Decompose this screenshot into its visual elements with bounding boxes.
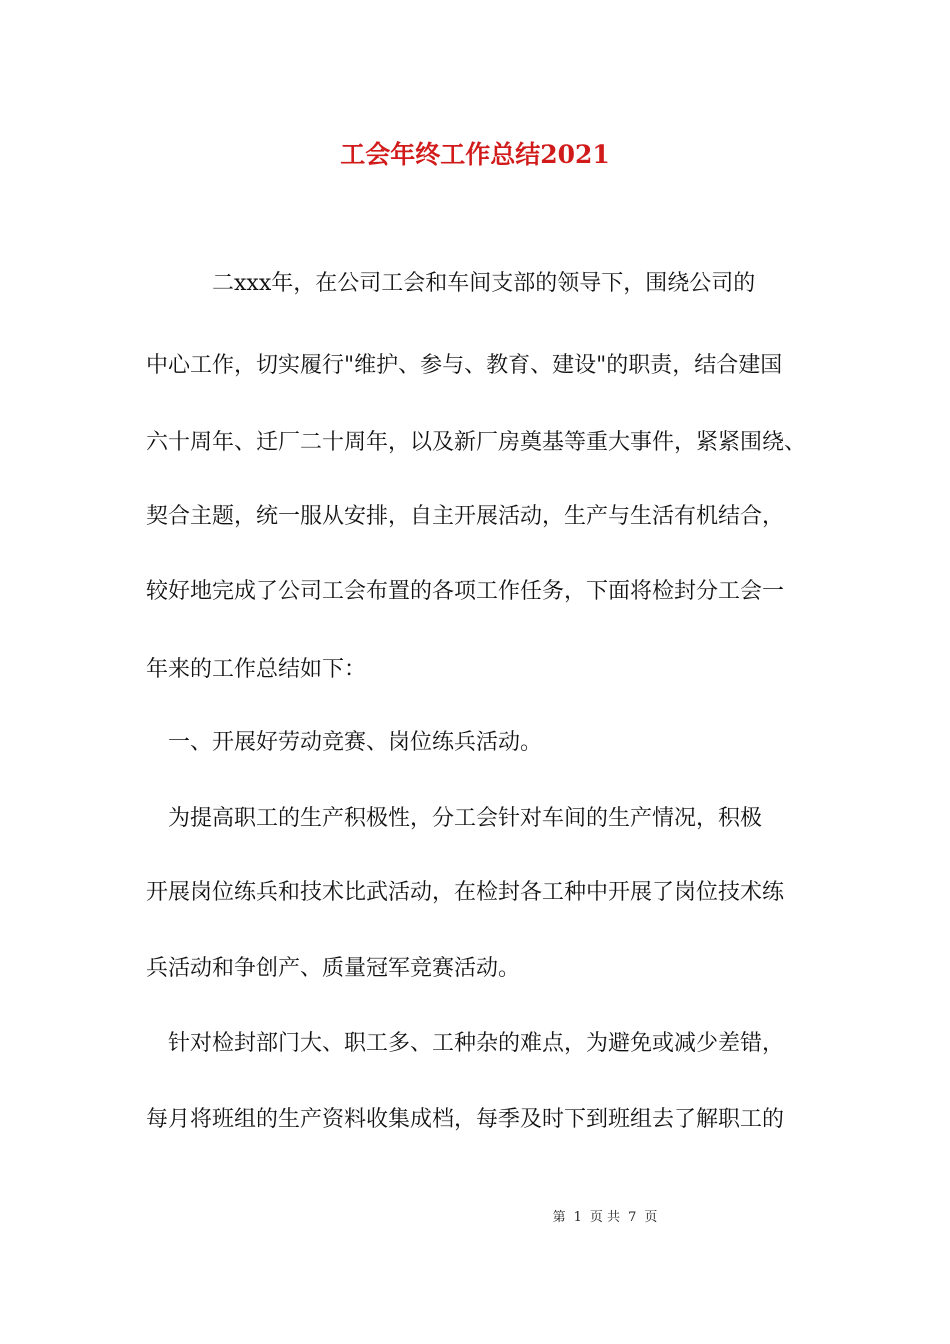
body-line-12: 每月将班组的生产资料收集成档，每季及时下到班组去了解职工的	[146, 1107, 785, 1132]
section-heading-1: 一、开展好劳动竞赛、岗位练兵活动。	[146, 730, 543, 755]
footer-prefix: 第	[552, 1210, 566, 1225]
footer-page-number: 1	[573, 1210, 582, 1225]
body-line-11: 针对检封部门大、职工多、工种杂的难点，为避免或减少差错，	[146, 1031, 785, 1056]
body-line-8: 为提高职工的生产积极性，分工会针对车间的生产情况，积极	[146, 806, 763, 831]
body-line-4: 契合主题，统一服从安排，自主开展活动，生产与生活有机结合，	[146, 504, 785, 529]
body-line-1: 二xxx年，在公司工会和车间支部的领导下，围绕公司的	[146, 271, 756, 296]
footer-middle: 页 共	[589, 1210, 621, 1225]
body-line-10: 兵活动和争创产、质量冠军竞赛活动。	[146, 956, 521, 981]
footer-total-pages: 7	[628, 1210, 637, 1225]
body-line-3: 六十周年、迁厂二十周年，以及新厂房奠基等重大事件，紧紧围绕、	[146, 430, 807, 455]
body-line-6: 年来的工作总结如下：	[146, 657, 367, 682]
body-line-5: 较好地完成了公司工会布置的各项工作任务，下面将检封分工会一	[146, 579, 785, 604]
body-line-2: 中心工作，切实履行"维护、参与、教育、建设"的职责，结合建国	[146, 353, 783, 378]
document-title: 工会年终工作总结2021	[340, 140, 610, 169]
page-footer	[0, 1208, 950, 1228]
body-line-9: 开展岗位练兵和技术比武活动，在检封各工种中开展了岗位技术练	[146, 880, 785, 905]
footer-suffix: 页	[644, 1210, 658, 1225]
